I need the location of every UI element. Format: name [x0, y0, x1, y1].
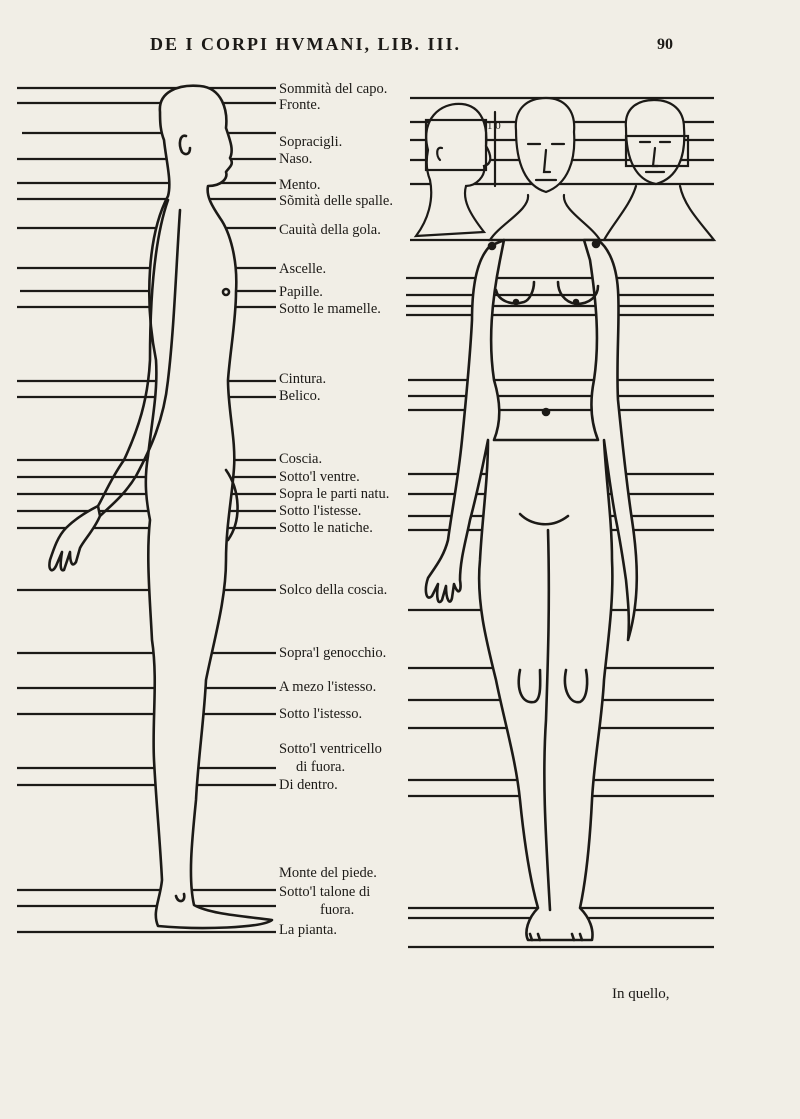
- label-thigh: Coscia.: [279, 451, 323, 467]
- label-below-breasts: Sotto le mamelle.: [279, 301, 381, 317]
- label-heel-outer-1: Sotto'l talone di: [279, 884, 371, 900]
- label-instep: Monte del piede.: [279, 865, 377, 881]
- label-thigh-groove: Solco della coscia.: [279, 582, 388, 598]
- label-waist: Cintura.: [279, 371, 327, 387]
- label-chin: Mento.: [279, 177, 321, 193]
- label-below-belly: Sotto'l ventre.: [279, 469, 360, 485]
- label-top-of-head: Sommità del capo.: [279, 81, 388, 97]
- page-number: 90: [657, 36, 673, 53]
- label-calf-outer-1: Sotto'l ventricello: [279, 741, 382, 757]
- label-nose: Naso.: [279, 151, 313, 167]
- label-nipples: Papille.: [279, 284, 323, 300]
- frontal-figure: [426, 240, 637, 940]
- ratio-mark: 1 0: [487, 120, 501, 132]
- label-armpits: Ascelle.: [279, 261, 327, 277]
- label-above-genitals: Sopra le parti natu.: [279, 486, 390, 502]
- label-below-genitals: Sotto l'istesse.: [279, 503, 362, 519]
- label-calf-outer-2: di fuora.: [296, 759, 346, 775]
- label-navel: Belico.: [279, 388, 321, 404]
- label-eyebrows: Sopracigli.: [279, 134, 343, 150]
- label-throat: Cauità della gola.: [279, 222, 381, 238]
- label-sole: La pianta.: [279, 922, 337, 938]
- label-below-knee: Sotto l'istesso.: [279, 706, 363, 722]
- label-calf-inner: Di dentro.: [279, 777, 338, 793]
- label-above-knee: Sopra'l genocchio.: [279, 645, 387, 661]
- label-shoulders: Sõmità delle spalle.: [279, 193, 393, 209]
- label-below-buttocks: Sotto le natiche.: [279, 520, 373, 536]
- catchword: In quello,: [612, 986, 670, 1002]
- profile-figure: [49, 86, 272, 928]
- head-studies: [416, 98, 714, 240]
- page-header: DE I CORPI HVMANI, LIB. III.: [150, 34, 462, 54]
- label-mid-knee: A mezo l'istesso.: [279, 679, 377, 695]
- label-heel-outer-2: fuora.: [320, 902, 355, 918]
- label-forehead: Fronte.: [279, 97, 321, 113]
